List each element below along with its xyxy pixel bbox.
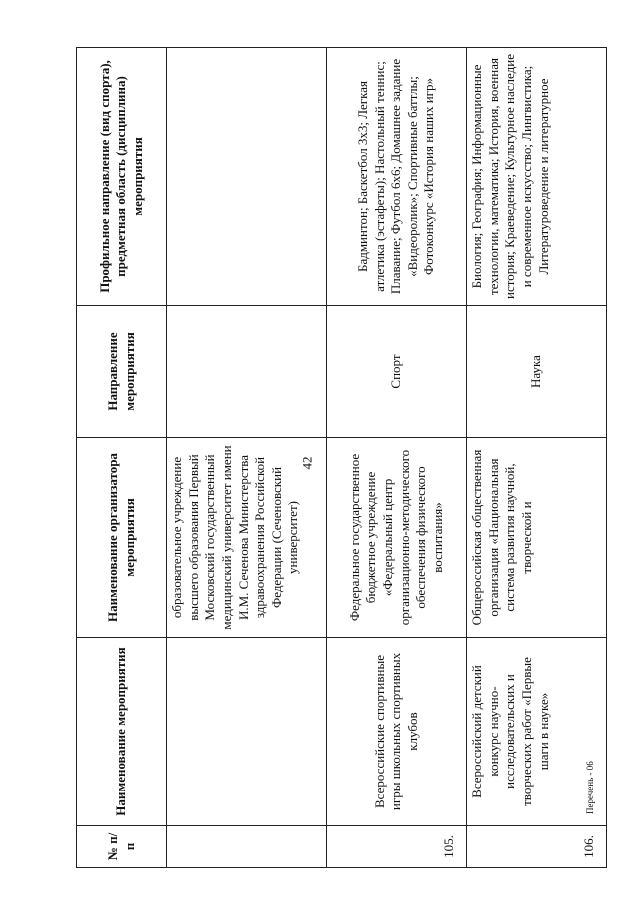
cell-direction <box>167 306 327 438</box>
header-organizer: Наименование организатора мероприятия <box>77 438 167 638</box>
cell-num: 105. <box>327 826 467 868</box>
table-row <box>167 48 327 868</box>
footer-note: Перечень - 06 <box>585 761 595 814</box>
page-number: 42 <box>299 456 315 470</box>
header-profile: Профильное направление (вид спорта), предметная область (дисциплина) мероприятия <box>77 48 167 306</box>
rotated-table-area <box>76 48 606 868</box>
header-num: № п/п <box>77 826 167 868</box>
cell-organizer: Федеральное государственное бюджетное учреждение «Федеральный центр организационно-методического обеспечения физического воспитания» <box>327 438 467 638</box>
table-wrapper <box>76 48 606 868</box>
cell-num <box>167 826 327 868</box>
cell-profile <box>167 48 327 306</box>
cell-direction: Наука <box>467 306 607 438</box>
table-row <box>467 48 607 868</box>
header-name: Наименование мероприятия <box>77 638 167 826</box>
table-row <box>327 48 467 868</box>
cell-name <box>167 638 327 826</box>
cell-name: Всероссийские спортивные игры школьных спортивных клубов <box>327 638 467 826</box>
cell-organizer: образовательное учреждение высшего образования Первый Московский государственный медицинский университет имени И.М. Сеченова Министерства здравоохранения Российской Федерации (Сеченовский университет) <box>167 438 327 638</box>
cell-organizer: Общероссийская общественная организация «Национальная система развития научной, творческой и <box>467 438 607 638</box>
cell-direction: Спорт <box>327 306 467 438</box>
events-table <box>76 47 607 868</box>
cell-name: Всероссийский детский конкурс научно-исследовательских и творческих работ «Первые шаги в науке» <box>467 638 607 826</box>
cell-profile: Биология; География; Информационные технологии, математика; История, военная история; Краеведение; Культурное наследие и современное искусство; Лингвистика; Литературоведение и литературное <box>467 48 607 306</box>
cell-num: 106. <box>467 826 607 868</box>
table-header-row <box>77 48 167 868</box>
cell-profile: Бадминтон; Баскетбол 3х3; Легкая атлетика (эстафеты); Настольный теннис; Плавание; Футбол 6х6; Домашнее задание «Видеоролик»; Спортивные баттлы; Фотоконкурс «История наших игр» <box>327 48 467 306</box>
header-direction: Направление мероприятия <box>77 306 167 438</box>
